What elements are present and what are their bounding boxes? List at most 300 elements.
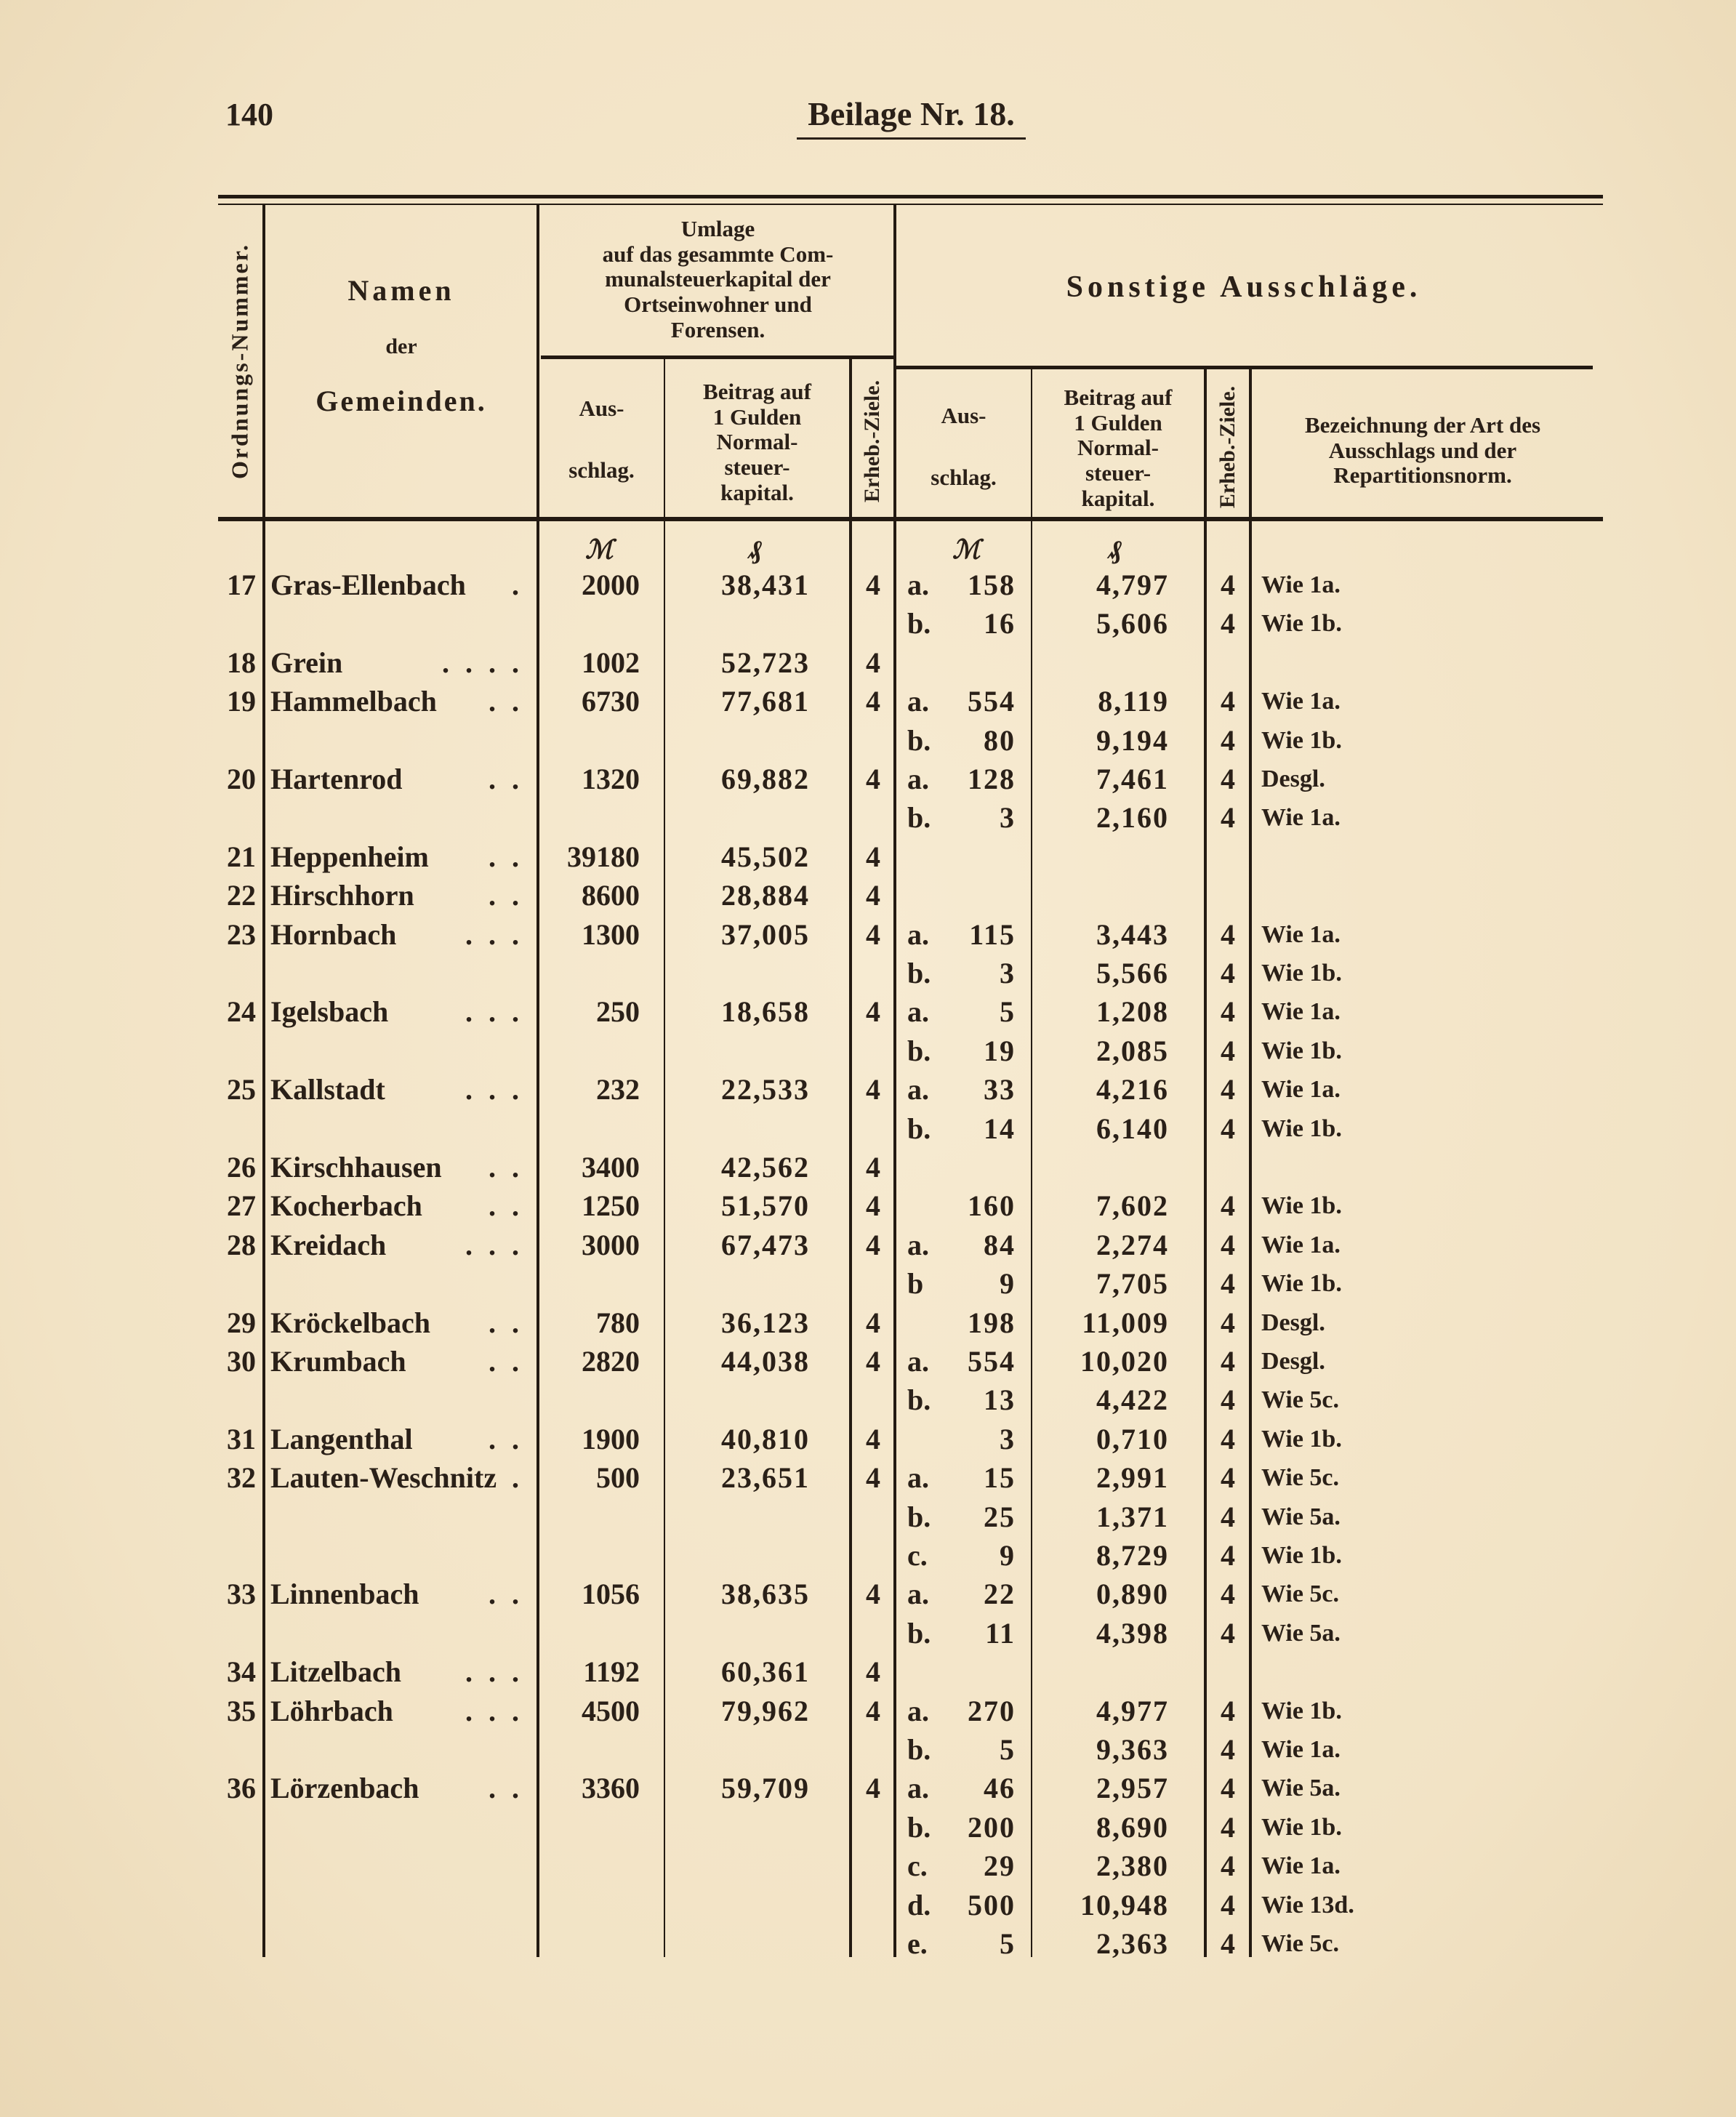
sonstige-letter: b.	[907, 723, 931, 757]
leader-dots: . .	[489, 1189, 523, 1223]
sonstige-ausschlag: 554	[968, 685, 1016, 718]
sonstige-erheb-ziele: 4	[1221, 1073, 1235, 1106]
sonstige-bezeichnung: Wie 1a.	[1261, 1076, 1341, 1104]
table-subrow	[0, 1109, 1736, 1148]
sonstige-erheb-ziele: 4	[1221, 1772, 1235, 1805]
header-sonstige-beitrag	[1032, 385, 1204, 512]
municipality-name: Heppenheim	[270, 840, 429, 873]
sonstige-ausschlag: 46	[984, 1772, 1016, 1805]
umlage-erheb-ziele: 4	[866, 1578, 880, 1611]
umlage-beitrag: 38,635	[721, 1578, 810, 1611]
umlage-erheb-ziele: 4	[866, 995, 880, 1029]
umlage-beitrag: 77,681	[721, 685, 810, 718]
table-row	[0, 915, 1736, 954]
sonstige-beitrag: 2,957	[1096, 1772, 1169, 1805]
sonstige-ausschlag: 5	[1000, 995, 1016, 1029]
sonstige-erheb-ziele: 4	[1221, 569, 1235, 601]
unit-mark-sonstige: ℳ	[952, 535, 981, 564]
sonstige-letter: a.	[907, 569, 929, 601]
header-umlage	[541, 217, 895, 343]
sonstige-erheb-ziele: 4	[1221, 763, 1235, 795]
table-row	[0, 760, 1736, 798]
municipality-name: Lauten-Weschnitz	[270, 1461, 497, 1495]
header-erheb-ziele: Erheb.-Ziele.	[860, 379, 884, 503]
sonstige-erheb-ziele: 4	[1221, 1345, 1235, 1378]
row-number: 20	[227, 763, 256, 795]
sonstige-bezeichnung: Wie 13d.	[1261, 1891, 1354, 1919]
sonstige-bezeichnung: Wie 1a.	[1261, 688, 1341, 715]
umlage-beitrag: 37,005	[721, 917, 810, 951]
table-row	[0, 992, 1736, 1031]
table-subrow	[0, 1264, 1736, 1303]
sonstige-beitrag: 5,566	[1096, 957, 1169, 989]
leader-dots: . . .	[465, 995, 523, 1029]
umlage-ausschlag: 2000	[582, 569, 640, 601]
sonstige-beitrag: 9,363	[1096, 1733, 1169, 1766]
sonstige-erheb-ziele: 4	[1221, 1616, 1235, 1650]
umlage-beitrag: 67,473	[721, 1228, 810, 1261]
sonstige-beitrag: 3,443	[1096, 917, 1169, 951]
sonstige-erheb-ziele: 4	[1221, 801, 1235, 835]
table-subrow	[0, 1381, 1736, 1419]
sonstige-bezeichnung: Wie 5a.	[1261, 1503, 1341, 1530]
row-number: 19	[227, 685, 256, 718]
sonstige-letter: c.	[907, 1849, 928, 1883]
sonstige-erheb-ziele: 4	[1221, 1500, 1235, 1533]
sonstige-bezeichnung: Wie 5c.	[1261, 1930, 1340, 1957]
row-number: 32	[227, 1461, 256, 1495]
leader-dots: . .	[489, 1345, 523, 1378]
sonstige-letter: a.	[907, 917, 929, 951]
leader-dots: . . .	[465, 1073, 523, 1106]
header-ausschlag-line: Aus-	[941, 403, 986, 428]
sonstige-ausschlag: 270	[968, 1694, 1016, 1727]
page-number: 140	[225, 97, 273, 132]
sonstige-bezeichnung: Wie 1b.	[1261, 1813, 1342, 1841]
sonstige-bezeichnung: Wie 1a.	[1261, 920, 1341, 948]
sonstige-letter: a.	[907, 1461, 929, 1495]
table-row	[0, 1652, 1736, 1691]
header-bezeichnung	[1252, 413, 1594, 489]
umlage-beitrag: 28,884	[721, 879, 810, 912]
sonstige-ausschlag: 9	[1000, 1539, 1016, 1572]
sonstige-erheb-ziele: 4	[1221, 1578, 1235, 1611]
sonstige-ausschlag: 5	[1000, 1733, 1016, 1766]
leader-dots: . . .	[465, 1655, 523, 1689]
sonstige-beitrag: 4,977	[1096, 1694, 1169, 1727]
sonstige-rule	[895, 366, 1593, 369]
leader-dots: . . .	[465, 1694, 523, 1727]
municipality-name: Langenthal	[270, 1422, 413, 1455]
table-row	[0, 1070, 1736, 1109]
umlage-beitrag: 52,723	[721, 646, 810, 679]
sonstige-bezeichnung: Wie 1b.	[1261, 1270, 1342, 1298]
table-row	[0, 1458, 1736, 1497]
sonstige-letter: b	[907, 1267, 924, 1301]
table-subrow	[0, 721, 1736, 760]
header-umlage-line: Forensen.	[670, 316, 765, 342]
row-number: 18	[227, 646, 256, 679]
sonstige-letter: a.	[907, 1578, 929, 1611]
municipality-name: Krumbach	[270, 1345, 406, 1378]
umlage-erheb-ziele: 4	[866, 569, 880, 601]
sonstige-letter: a.	[907, 995, 929, 1029]
sonstige-letter: b.	[907, 801, 931, 835]
sonstige-letter: b.	[907, 607, 931, 640]
sonstige-letter: a.	[907, 1228, 929, 1261]
sonstige-beitrag: 5,606	[1096, 607, 1169, 640]
sonstige-ausschlag: 80	[984, 723, 1016, 757]
sonstige-ausschlag: 3	[1000, 1422, 1016, 1455]
sonstige-beitrag: 11,009	[1082, 1306, 1169, 1339]
umlage-beitrag: 79,962	[721, 1694, 810, 1727]
umlage-erheb-ziele: 4	[866, 1422, 880, 1455]
umlage-ausschlag: 1002	[582, 646, 640, 679]
table-subrow	[0, 604, 1736, 643]
sonstige-ausschlag: 33	[984, 1073, 1016, 1106]
table-subrow	[0, 1032, 1736, 1070]
sonstige-ausschlag: 500	[968, 1888, 1016, 1921]
municipality-name: Hammelbach	[270, 685, 437, 718]
umlage-erheb-ziele: 4	[866, 917, 880, 951]
sonstige-erheb-ziele: 4	[1221, 1461, 1235, 1495]
header-namen-line: der	[385, 334, 417, 358]
sonstige-erheb-ziele: 4	[1221, 1306, 1235, 1339]
sonstige-beitrag: 0,890	[1096, 1578, 1169, 1611]
table-subrow	[0, 1730, 1736, 1769]
row-number: 24	[227, 995, 256, 1029]
header-namen	[270, 276, 532, 416]
umlage-beitrag: 69,882	[721, 763, 810, 795]
umlage-ausschlag: 8600	[582, 879, 640, 912]
sonstige-letter: b.	[907, 1500, 931, 1533]
sonstige-beitrag: 6,140	[1096, 1112, 1169, 1145]
sonstige-ausschlag: 25	[984, 1500, 1016, 1533]
umlage-erheb-ziele: 4	[866, 1189, 880, 1223]
umlage-ausschlag: 4500	[582, 1694, 640, 1727]
municipality-name: Hornbach	[270, 917, 397, 951]
table-row	[0, 643, 1736, 682]
sonstige-ausschlag: 115	[969, 917, 1016, 951]
leader-dots: . .	[489, 879, 523, 912]
sonstige-bezeichnung: Wie 1a.	[1261, 1231, 1341, 1258]
row-number: 31	[227, 1422, 256, 1455]
sonstige-bezeichnung: Wie 1b.	[1261, 1697, 1342, 1724]
sonstige-letter: b.	[907, 1383, 931, 1417]
table-subrow	[0, 1808, 1736, 1847]
sonstige-letter: e.	[907, 1927, 928, 1960]
sonstige-beitrag: 2,085	[1096, 1034, 1169, 1067]
umlage-beitrag: 22,533	[721, 1073, 810, 1106]
header-ordnungs-nummer: Ordnungs-Nummer.	[226, 242, 253, 480]
table-row	[0, 837, 1736, 876]
umlage-erheb-ziele: 4	[866, 1073, 880, 1106]
sonstige-erheb-ziele: 4	[1221, 1927, 1235, 1960]
sonstige-erheb-ziele: 4	[1221, 1383, 1235, 1417]
sonstige-erheb-ziele: 4	[1221, 995, 1235, 1029]
header-beitrag-line: Normal-	[1077, 435, 1159, 461]
header-namen-line: Gemeinden.	[316, 385, 487, 417]
table-subrow	[0, 1847, 1736, 1885]
sonstige-ausschlag: 9	[1000, 1267, 1016, 1301]
sonstige-erheb-ziele: 4	[1221, 1267, 1235, 1301]
sonstige-erheb-ziele: 4	[1221, 607, 1235, 640]
table-row	[0, 1342, 1736, 1381]
table-row	[0, 1303, 1736, 1342]
header-beitrag-line: kapital.	[720, 479, 794, 505]
row-number: 22	[227, 879, 256, 912]
header-umlage-line: munalsteuerkapital der	[605, 266, 831, 292]
umlage-erheb-ziele: 4	[866, 879, 880, 912]
umlage-erheb-ziele: 4	[866, 685, 880, 718]
umlage-beitrag: 45,502	[721, 840, 810, 873]
umlage-ausschlag: 3000	[582, 1228, 640, 1261]
sonstige-beitrag: 2,274	[1096, 1228, 1169, 1261]
sonstige-letter: b.	[907, 1810, 931, 1844]
municipality-name: Hirschhorn	[270, 879, 414, 912]
sonstige-ausschlag: 13	[984, 1383, 1016, 1417]
municipality-name: Grein	[270, 646, 343, 679]
sonstige-beitrag: 8,119	[1098, 685, 1169, 718]
sonstige-bezeichnung: Wie 5c.	[1261, 1464, 1340, 1492]
sonstige-ausschlag: 128	[968, 763, 1016, 795]
sonstige-bezeichnung: Wie 1a.	[1261, 1852, 1341, 1880]
umlage-beitrag: 36,123	[721, 1306, 810, 1339]
leader-dots: . .	[489, 1306, 523, 1339]
leader-dots: . .	[489, 685, 523, 718]
municipality-name: Kocherbach	[270, 1189, 422, 1223]
umlage-ausschlag: 6730	[582, 685, 640, 718]
sonstige-letter: a.	[907, 1694, 929, 1727]
sonstige-bezeichnung: Wie 5c.	[1261, 1580, 1340, 1608]
sonstige-erheb-ziele: 4	[1221, 957, 1235, 989]
table-row	[0, 1148, 1736, 1186]
leader-dots: . . .	[465, 1228, 523, 1261]
umlage-erheb-ziele: 4	[866, 1694, 880, 1727]
sonstige-beitrag: 4,797	[1096, 569, 1169, 601]
header-ausschlag-line: schlag.	[931, 464, 997, 490]
umlage-erheb-ziele: 4	[866, 1345, 880, 1378]
sonstige-ausschlag: 5	[1000, 1927, 1016, 1960]
header-bezeichnung-line: Ausschlags und der	[1328, 437, 1517, 463]
sonstige-erheb-ziele: 4	[1221, 1694, 1235, 1727]
sonstige-beitrag: 7,461	[1096, 763, 1169, 795]
top-rule-thick	[218, 195, 1603, 198]
sonstige-beitrag: 4,216	[1096, 1073, 1169, 1106]
sonstige-bezeichnung: Wie 5a.	[1261, 1619, 1341, 1647]
sonstige-erheb-ziele: 4	[1221, 1888, 1235, 1921]
umlage-ausschlag: 232	[596, 1073, 640, 1106]
sonstige-beitrag: 8,690	[1096, 1810, 1169, 1844]
sonstige-erheb-ziele: 4	[1221, 1189, 1235, 1223]
row-number: 26	[227, 1151, 256, 1184]
header-ausschlag	[539, 396, 664, 483]
sonstige-bezeichnung: Wie 1a.	[1261, 571, 1341, 598]
header-umlage-line: auf das gesammte Com-	[602, 241, 834, 267]
sonstige-erheb-ziele: 4	[1221, 1034, 1235, 1067]
header-bottom-rule	[218, 517, 1603, 521]
sonstige-beitrag: 8,729	[1096, 1539, 1169, 1572]
umlage-erheb-ziele: 4	[866, 1228, 880, 1261]
umlage-erheb-ziele: 4	[866, 1306, 880, 1339]
sonstige-letter: b.	[907, 957, 931, 989]
municipality-name: Kreidach	[270, 1228, 387, 1261]
umlage-beitrag: 51,570	[721, 1189, 810, 1223]
header-beitrag-line: 1 Gulden	[1074, 409, 1162, 435]
umlage-ausschlag: 1056	[582, 1578, 640, 1611]
table-subrow	[0, 798, 1736, 837]
sonstige-erheb-ziele: 4	[1221, 917, 1235, 951]
sonstige-bezeichnung: Wie 1b.	[1261, 1037, 1342, 1064]
table-row	[0, 1769, 1736, 1807]
umlage-ausschlag: 1192	[583, 1655, 640, 1689]
leader-dots: . . . .	[442, 646, 523, 679]
table-row	[0, 682, 1736, 720]
sonstige-beitrag: 1,371	[1096, 1500, 1169, 1533]
sonstige-bezeichnung: Wie 1b.	[1261, 610, 1342, 638]
sonstige-letter: a.	[907, 1772, 929, 1805]
umlage-ausschlag: 500	[596, 1461, 640, 1495]
umlage-ausschlag: 1250	[582, 1189, 640, 1223]
sonstige-letter: b.	[907, 1616, 931, 1650]
leader-dots: . .	[489, 1151, 523, 1184]
header-beitrag-line: Beitrag auf	[703, 379, 811, 404]
sonstige-ausschlag: 3	[1000, 957, 1016, 989]
umlage-ausschlag: 2820	[582, 1345, 640, 1378]
sonstige-bezeichnung: Desgl.	[1261, 1309, 1325, 1336]
table-subrow	[0, 954, 1736, 992]
sonstige-letter: b.	[907, 1733, 931, 1766]
sonstige-erheb-ziele: 4	[1221, 1849, 1235, 1883]
umlage-erheb-ziele: 4	[866, 840, 880, 873]
leader-dots: .	[512, 569, 523, 601]
sonstige-ausschlag: 3	[1000, 801, 1016, 835]
sonstige-erheb-ziele: 4	[1221, 1422, 1235, 1455]
sonstige-letter: c.	[907, 1539, 928, 1572]
header-beitrag-line: Normal-	[716, 429, 798, 455]
municipality-name: Linnenbach	[270, 1578, 419, 1611]
leader-dots: . .	[489, 1578, 523, 1611]
umlage-ausschlag: 1300	[582, 917, 640, 951]
sonstige-letter: d.	[907, 1888, 931, 1921]
sonstige-bezeichnung: Wie 1b.	[1261, 726, 1342, 754]
umlage-beitrag: 60,361	[721, 1655, 810, 1689]
sonstige-bezeichnung: Wie 1a.	[1261, 998, 1341, 1026]
header-umlage-line: Umlage	[680, 216, 755, 241]
sonstige-beitrag: 2,380	[1096, 1849, 1169, 1883]
sonstige-beitrag: 9,194	[1096, 723, 1169, 757]
header-beitrag-line: 1 Gulden	[712, 403, 802, 430]
sonstige-letter: b.	[907, 1034, 931, 1067]
sonstige-erheb-ziele: 4	[1221, 1733, 1235, 1766]
sonstige-beitrag: 7,602	[1096, 1189, 1169, 1223]
page-title: Beilage Nr. 18.	[797, 95, 1026, 140]
sonstige-bezeichnung: Wie 1b.	[1261, 960, 1342, 987]
sonstige-beitrag: 4,422	[1096, 1383, 1169, 1417]
sonstige-ausschlag: 158	[968, 569, 1016, 601]
sonstige-letter: b.	[907, 1112, 931, 1145]
umlage-ausschlag: 250	[596, 995, 640, 1029]
sonstige-bezeichnung: Desgl.	[1261, 1348, 1325, 1375]
umlage-erheb-ziele: 4	[866, 1461, 880, 1495]
sonstige-bezeichnung: Wie 5a.	[1261, 1775, 1341, 1802]
leader-dots: . .	[489, 840, 523, 873]
umlage-ausschlag: 3360	[582, 1772, 640, 1805]
row-number: 17	[227, 569, 256, 601]
table-subrow	[0, 1498, 1736, 1536]
umlage-erheb-ziele: 4	[866, 763, 880, 795]
umlage-erheb-ziele: 4	[866, 1655, 880, 1689]
sonstige-ausschlag: 200	[968, 1810, 1016, 1844]
unit-pfennig-sonstige: ₰	[1109, 535, 1122, 564]
municipality-name: Lörzenbach	[270, 1772, 419, 1805]
umlage-ausschlag: 780	[596, 1306, 640, 1339]
sonstige-bezeichnung: Wie 1b.	[1261, 1542, 1342, 1569]
sonstige-erheb-ziele: 4	[1221, 1539, 1235, 1572]
sonstige-beitrag: 2,160	[1096, 801, 1169, 835]
umlage-erheb-ziele: 4	[866, 1772, 880, 1805]
sonstige-letter: a.	[907, 1345, 929, 1378]
table-subrow	[0, 1886, 1736, 1924]
leader-dots: . .	[489, 1422, 523, 1455]
sonstige-beitrag: 10,948	[1080, 1888, 1169, 1921]
header-beitrag-line: Beitrag auf	[1064, 385, 1173, 410]
sonstige-bezeichnung: Wie 1a.	[1261, 804, 1341, 832]
sonstige-ausschlag: 198	[968, 1306, 1016, 1339]
municipality-name: Löhrbach	[270, 1694, 393, 1727]
sonstige-ausschlag: 15	[984, 1461, 1016, 1495]
header-beitrag-line: steuer-	[1085, 460, 1152, 486]
sonstige-letter: a.	[907, 1073, 929, 1106]
sonstige-ausschlag: 84	[984, 1228, 1016, 1261]
sonstige-beitrag: 0,710	[1096, 1422, 1169, 1455]
sonstige-letter: a.	[907, 685, 929, 718]
row-number: 29	[227, 1306, 256, 1339]
sonstige-beitrag: 2,363	[1096, 1927, 1169, 1960]
sonstige-beitrag: 7,705	[1096, 1267, 1169, 1301]
row-number: 28	[227, 1228, 256, 1261]
header-bezeichnung-line: Repartitionsnorm.	[1333, 462, 1512, 489]
leader-dots: . .	[489, 1772, 523, 1805]
municipality-name: Gras-Ellenbach	[270, 569, 466, 601]
header-beitrag-line: kapital.	[1081, 485, 1155, 511]
sonstige-beitrag: 4,398	[1096, 1616, 1169, 1650]
header-sonstige-ausschlag	[896, 403, 1031, 490]
sonstige-erheb-ziele: 4	[1221, 1112, 1235, 1145]
table-row	[0, 1692, 1736, 1730]
sonstige-ausschlag: 14	[984, 1112, 1016, 1145]
table-subrow	[0, 1536, 1736, 1575]
leader-dots: . . .	[465, 917, 523, 951]
umlage-beitrag: 59,709	[721, 1772, 810, 1805]
header-namen-line: Namen	[347, 274, 455, 307]
sonstige-beitrag: 1,208	[1096, 995, 1169, 1029]
leader-dots: .	[512, 1461, 523, 1495]
header-sonstige: Sonstige Ausschläge.	[1066, 270, 1422, 304]
header-ausschlag-line: Aus-	[579, 395, 624, 421]
umlage-beitrag: 40,810	[721, 1422, 810, 1455]
sonstige-erheb-ziele: 4	[1221, 1810, 1235, 1844]
table-subrow	[0, 1614, 1736, 1652]
sonstige-bezeichnung: Wie 1b.	[1261, 1192, 1342, 1220]
row-number: 23	[227, 917, 256, 951]
sonstige-ausschlag: 29	[984, 1849, 1016, 1883]
row-number: 35	[227, 1694, 256, 1727]
sonstige-ausschlag: 19	[984, 1034, 1016, 1067]
sonstige-bezeichnung: Desgl.	[1261, 766, 1325, 792]
top-rule-thin	[218, 204, 1603, 205]
sonstige-ausschlag: 554	[968, 1345, 1016, 1378]
